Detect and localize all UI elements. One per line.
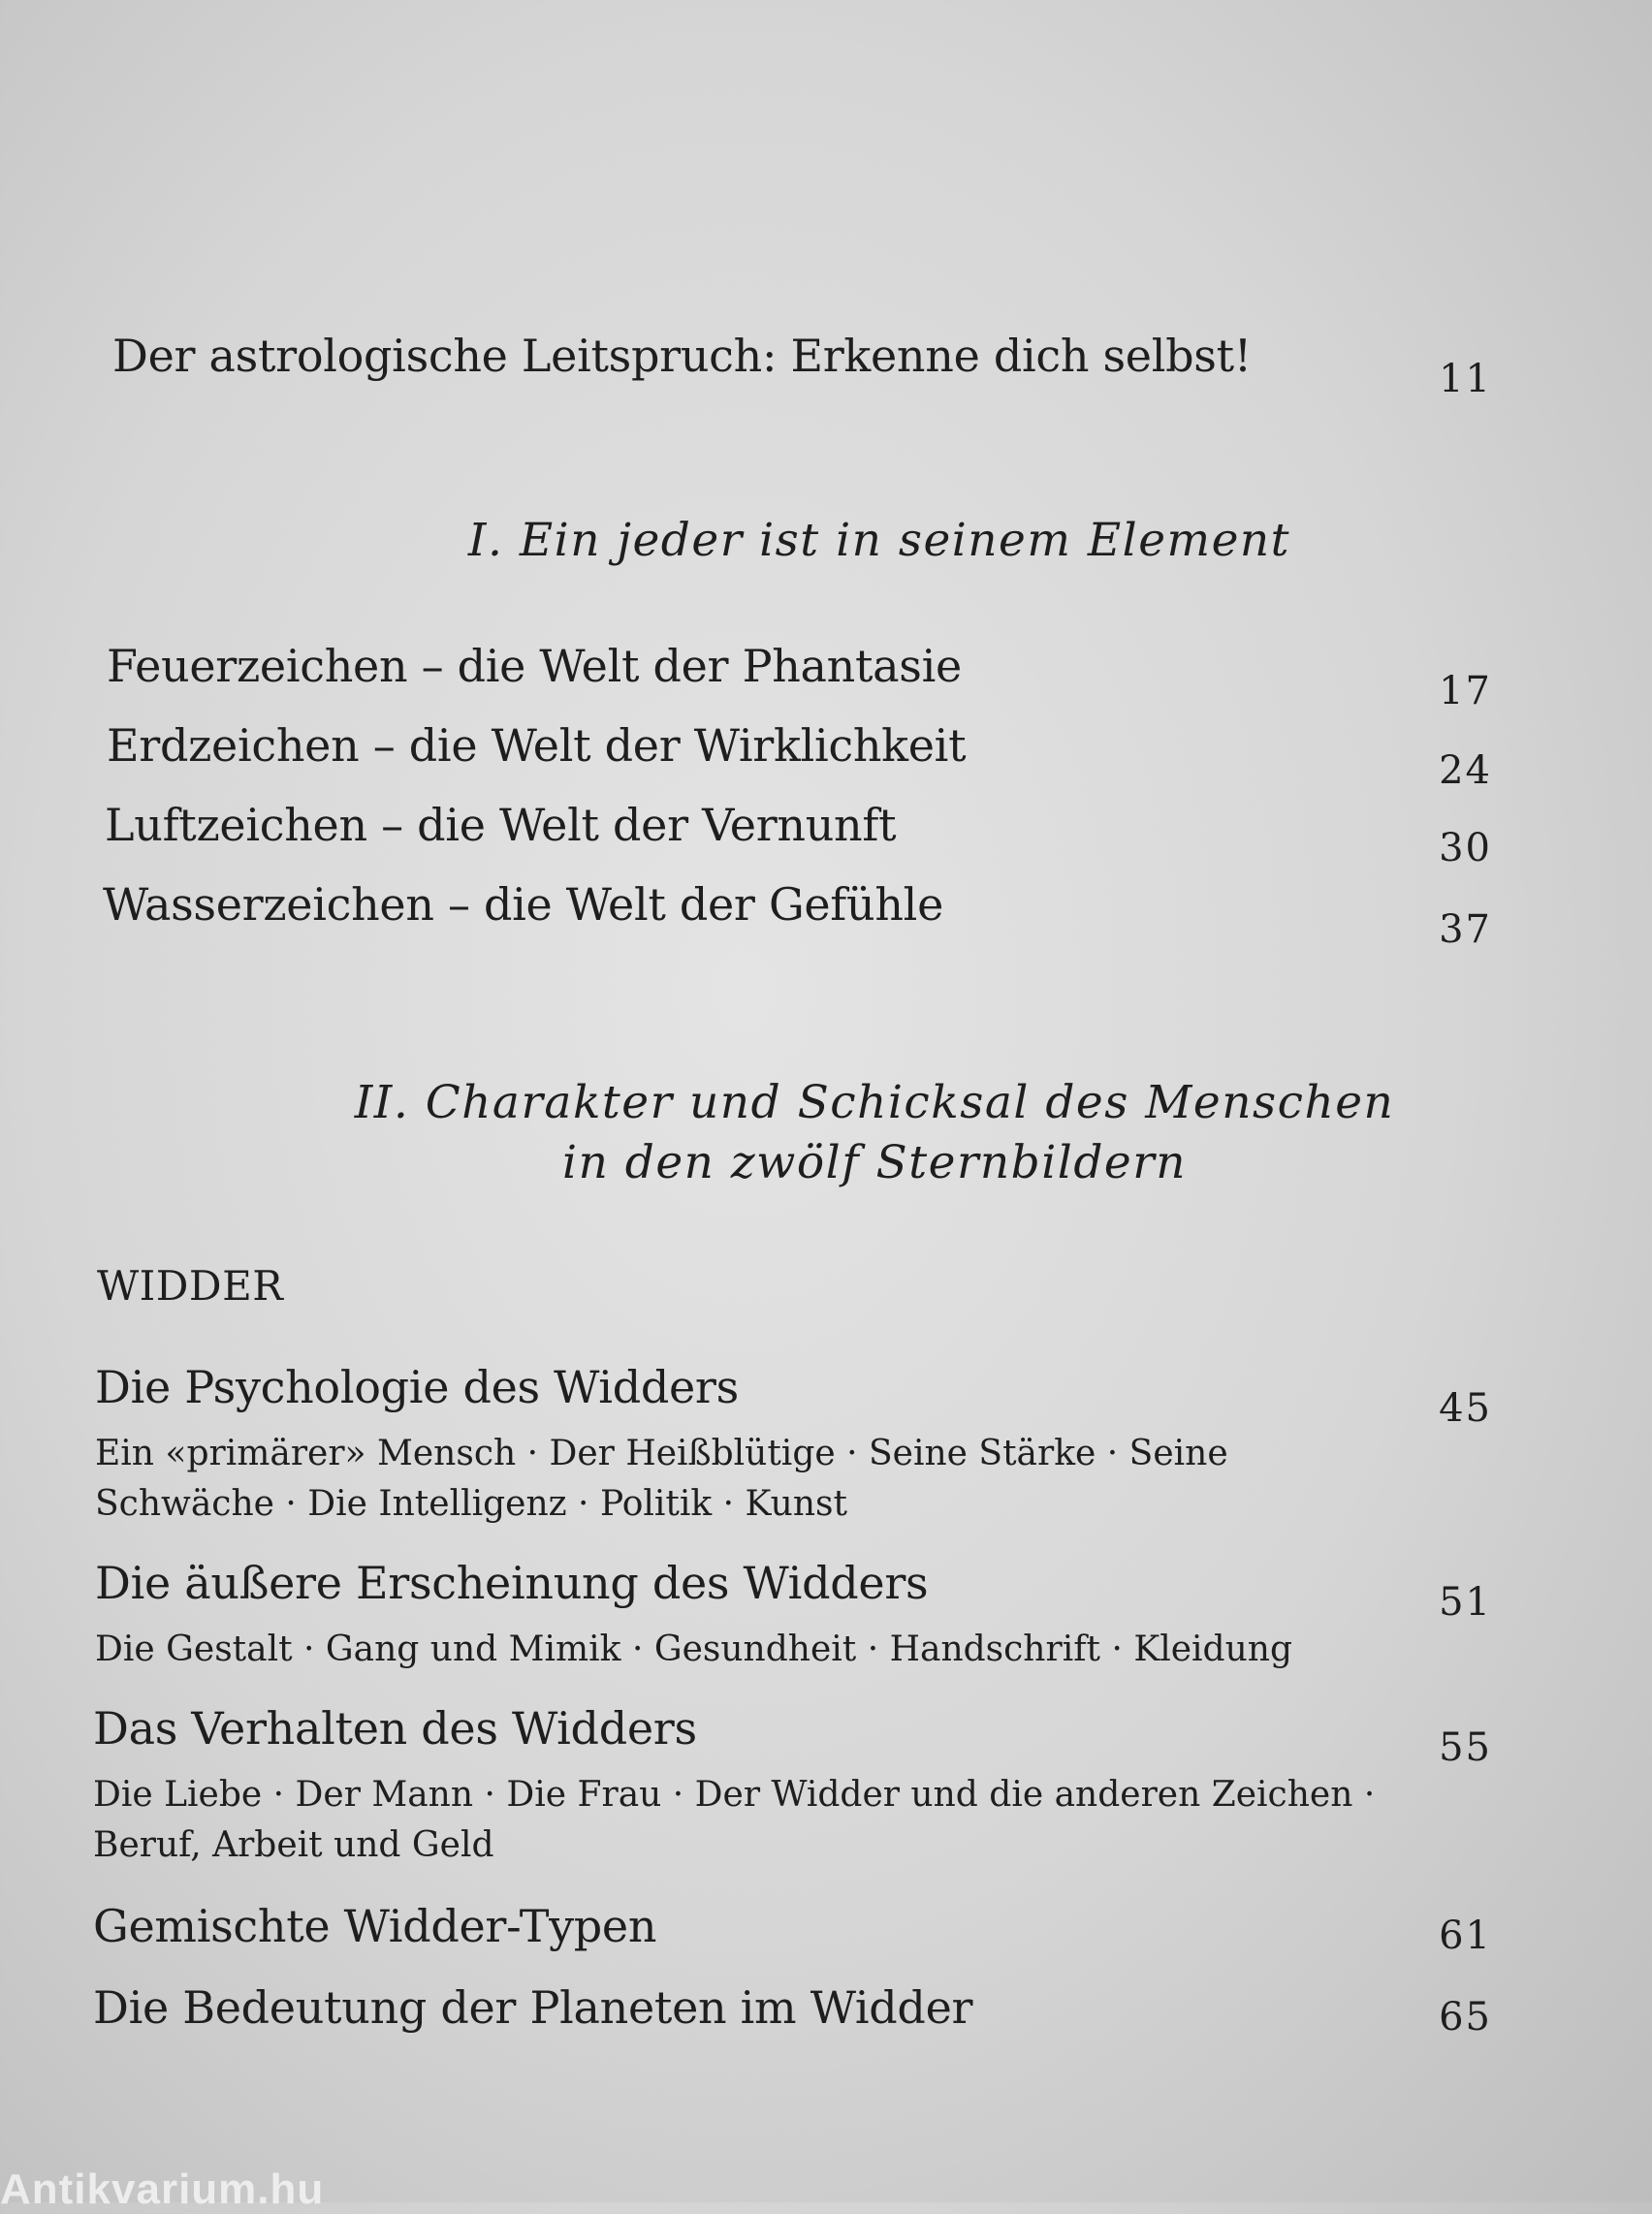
- toc-entry-page: 30: [1439, 826, 1492, 870]
- toc-entry-page: 51: [1439, 1580, 1492, 1625]
- toc-entry-title: Feuerzeichen – die Welt der Phantasie: [107, 640, 962, 692]
- toc-entry-page: 17: [1439, 669, 1492, 713]
- part2-heading-line2: in den zwölf Sternbildern: [562, 1136, 1187, 1189]
- part1-heading: I. Ein jeder ist in seinem Element: [467, 514, 1291, 567]
- toc-entry-page: 55: [1439, 1725, 1492, 1770]
- toc-entry-title: Erdzeichen – die Welt der Wirklichkeit: [107, 719, 967, 772]
- toc-entry-intro-page: 11: [1439, 357, 1492, 401]
- toc-entry-subtopics: Die Liebe · Der Mann · Die Frau · Der Widder und die anderen Zeichen · Beruf, Arbeit und Geld: [93, 1775, 1376, 1865]
- toc-entry-page: 65: [1439, 1995, 1492, 2040]
- toc-entry-title: Die Psychologie des Widders: [95, 1361, 739, 1413]
- toc-entry-title: Die äußere Erscheinung des Widders: [95, 1557, 929, 1609]
- toc-entry-page: 45: [1439, 1386, 1492, 1431]
- toc-entry-subtopics: Die Gestalt · Gang und Mimik · Gesundheit · Handschrift · Kleidung: [95, 1629, 1293, 1669]
- toc-entry-page: 37: [1439, 907, 1492, 952]
- toc-entry-page: 24: [1439, 748, 1492, 793]
- toc-entry-intro-title: Der astrologische Leitspruch: Erkenne dich selbst!: [112, 330, 1252, 382]
- watermark: Antikvarium.hu: [0, 2166, 325, 2213]
- toc-entry-subtopics: Ein «primärer» Mensch · Der Heißblütige · Seine Stärke · Seine Schwäche · Die Intelligenz · Politik · Kunst: [95, 1434, 1228, 1524]
- toc-entry-page: 61: [1439, 1914, 1492, 1958]
- toc-entry-title: Das Verhalten des Widders: [93, 1702, 697, 1755]
- toc-entry-title: Luftzeichen – die Welt der Vernunft: [105, 799, 897, 851]
- toc-entry-title: Gemischte Widder-Typen: [93, 1900, 657, 1952]
- toc-entry-title: Wasserzeichen – die Welt der Gefühle: [103, 878, 944, 931]
- part2-heading-line1: II. Charakter und Schicksal des Menschen: [354, 1076, 1395, 1129]
- section-label-widder: WIDDER: [97, 1262, 284, 1310]
- toc-entry-title: Die Bedeutung der Planeten im Widder: [93, 1981, 973, 2034]
